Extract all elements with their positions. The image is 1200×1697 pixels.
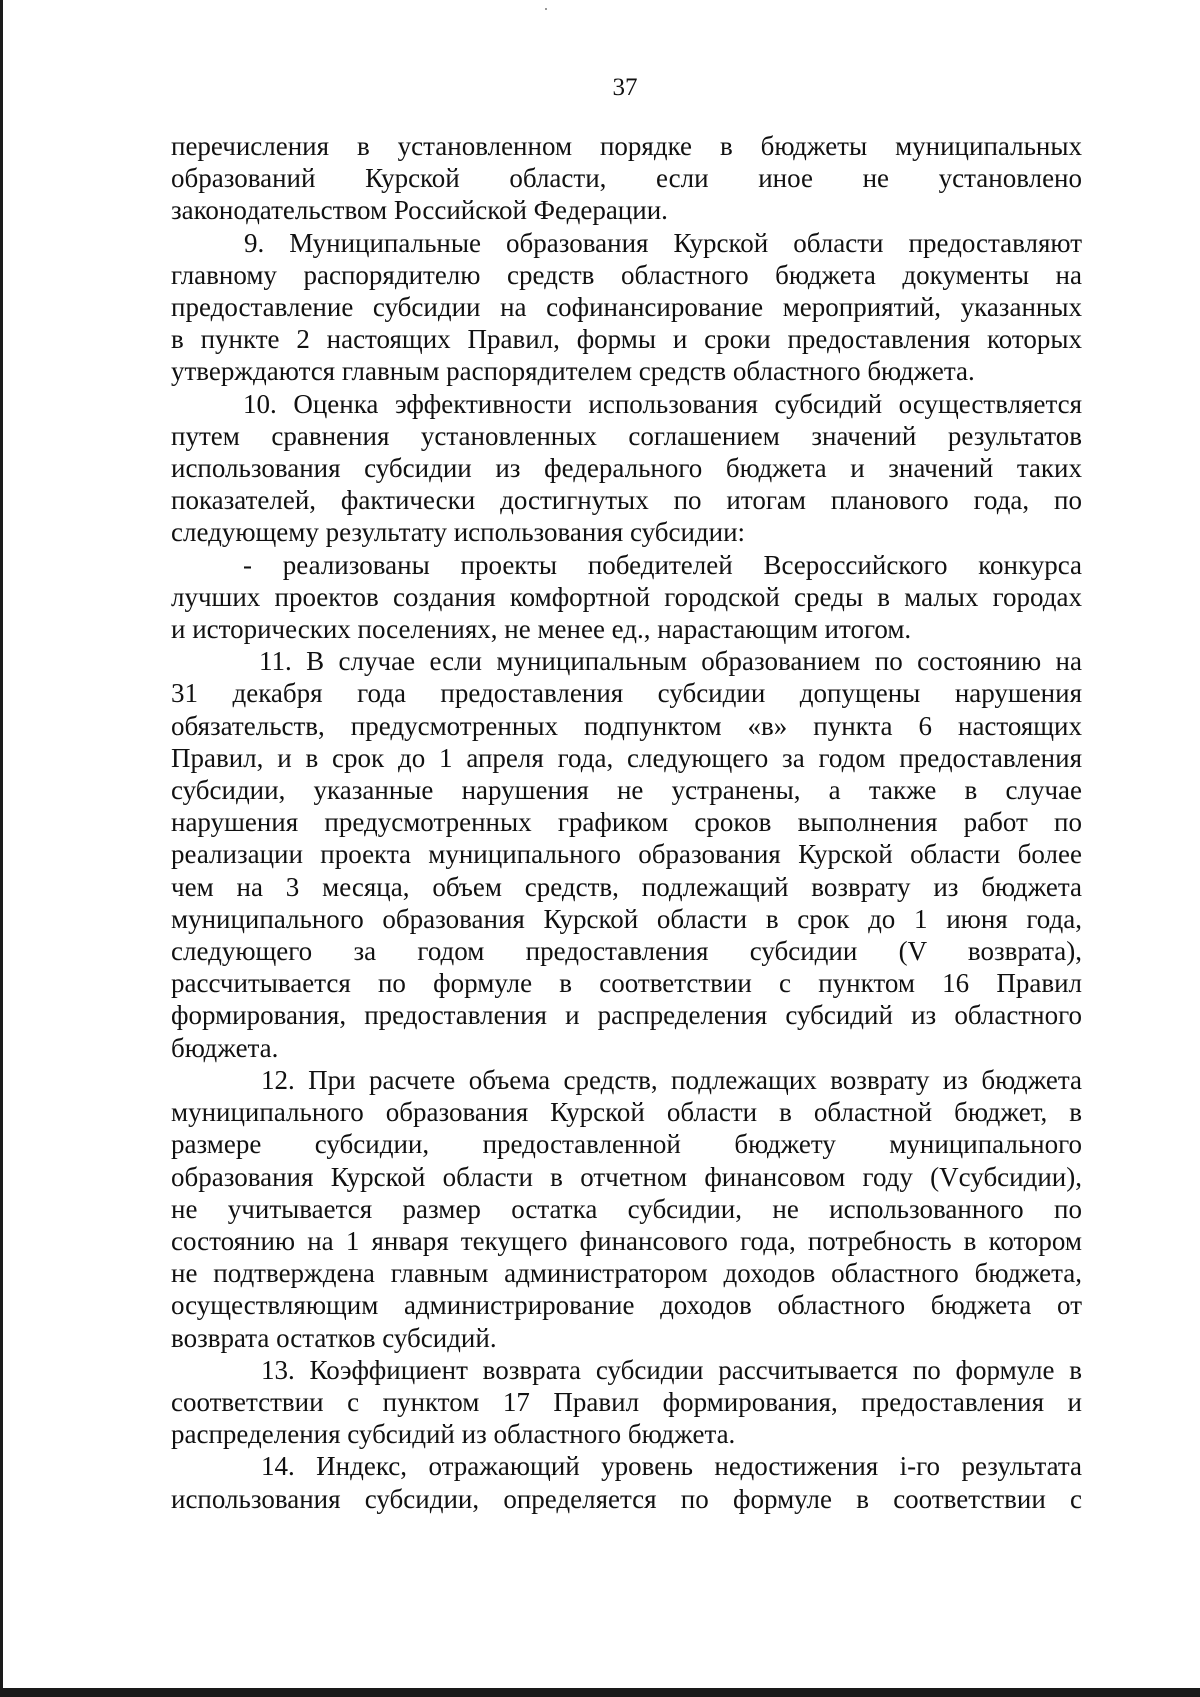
text-line: и исторических поселениях, не менее ед., нарастающим итогом. (171, 614, 912, 645)
text-line: реализации проекта муниципального образования Курской области более (171, 839, 1082, 870)
text-line: не учитывается размер остатка субсидии, не использованного по (171, 1193, 1082, 1224)
text-line: размере субсидии, предоставленной бюджету муниципального (171, 1129, 1082, 1160)
text-line: образования Курской области в отчетном финансовом году (Vсубсидии), (171, 1161, 1082, 1192)
page-number: 37 (612, 74, 638, 101)
text-line: 31 декабря года предоставления субсидии допущены нарушения (171, 678, 1082, 709)
text-line: субсидии, указанные нарушения не устранены, а также в случае (171, 775, 1082, 806)
document-body (171, 130, 1082, 1515)
text-line: в пункте 2 настоящих Правил, формы и сроки предоставления которых (171, 324, 1082, 355)
text-line: осуществляющим администрирование доходов областного бюджета от (171, 1290, 1082, 1321)
text-line: рассчитывается по формуле в соответствии с пунктом 16 Правил (171, 968, 1082, 999)
text-line: соответствии с пунктом 17 Правил формирования, предоставления и (171, 1386, 1082, 1417)
scan-left-edge (0, 0, 3, 1697)
text-line: законодательством Российской Федерации. (171, 195, 668, 226)
text-line: использования субсидии, определяется по формуле в соответствии с (171, 1483, 1082, 1514)
text-line: формирования, предоставления и распределения субсидий из областного (171, 1000, 1082, 1031)
text-line: перечисления в установленном порядке в бюджеты муниципальных (171, 131, 1082, 161)
text-line: чем на 3 месяца, объем средств, подлежащий возврату из бюджета (171, 871, 1082, 902)
text-line: 9. Муниципальные образования Курской области предоставляют (244, 227, 1082, 258)
text-line: бюджета. (171, 1032, 279, 1063)
text-line: обязательств, предусмотренных подпунктом «в» пункта 6 настоящих (171, 710, 1082, 741)
text-line: распределения субсидий из областного бюджета. (171, 1419, 736, 1450)
scan-speck (545, 8, 547, 10)
text-line: 11. В случае если муниципальным образованием по состоянию на (259, 646, 1082, 677)
text-line: показателей, фактически достигнутых по итогам планового года, по (171, 485, 1082, 516)
text-line: предоставление субсидии на софинансирование мероприятий, указанных (171, 292, 1082, 323)
text-line: следующего за годом предоставления субсидии (V возврата), (171, 936, 1082, 967)
text-line: муниципального образования Курской области в срок до 1 июня года, (171, 903, 1082, 934)
text-line: состоянию на 1 января текущего финансового года, потребность в котором (171, 1225, 1082, 1256)
text-line: образований Курской области, если иное не установлено (171, 163, 1082, 194)
text-line: нарушения предусмотренных графиком сроков выполнения работ по (171, 807, 1082, 838)
scan-bottom-edge (0, 1688, 1200, 1697)
text-line: 13. Коэффициент возврата субсидии рассчитывается по формуле в (261, 1354, 1082, 1385)
text-line: путем сравнения установленных соглашением значений результатов (171, 420, 1082, 451)
text-line: Правил, и в срок до 1 апреля года, следующего за годом предоставления (171, 742, 1082, 773)
text-line: следующему результату использования субсидии: (171, 517, 746, 548)
text-line: 10. Оценка эффективности использования субсидий осуществляется (243, 388, 1082, 419)
text-line: 14. Индекс, отражающий уровень недостижения i-го результата (261, 1451, 1082, 1482)
text-line: муниципального образования Курской области в областной бюджет, в (171, 1097, 1082, 1128)
text-line: использования субсидии из федерального бюджета и значений таких (171, 453, 1082, 484)
text-line: главному распорядителю средств областного бюджета документы на (171, 259, 1082, 290)
text-line: 12. При расчете объема средств, подлежащих возврату из бюджета (261, 1064, 1082, 1095)
text-line: утверждаются главным распорядителем средств областного бюджета. (171, 356, 975, 387)
text-line: возврата остатков субсидий. (171, 1322, 497, 1353)
text-line: - реализованы проекты победителей Всероссийского конкурса (243, 549, 1082, 580)
text-line: лучших проектов создания комфортной городской среды в малых городах (171, 581, 1082, 612)
text-line: не подтверждена главным администратором доходов областного бюджета, (171, 1258, 1082, 1289)
